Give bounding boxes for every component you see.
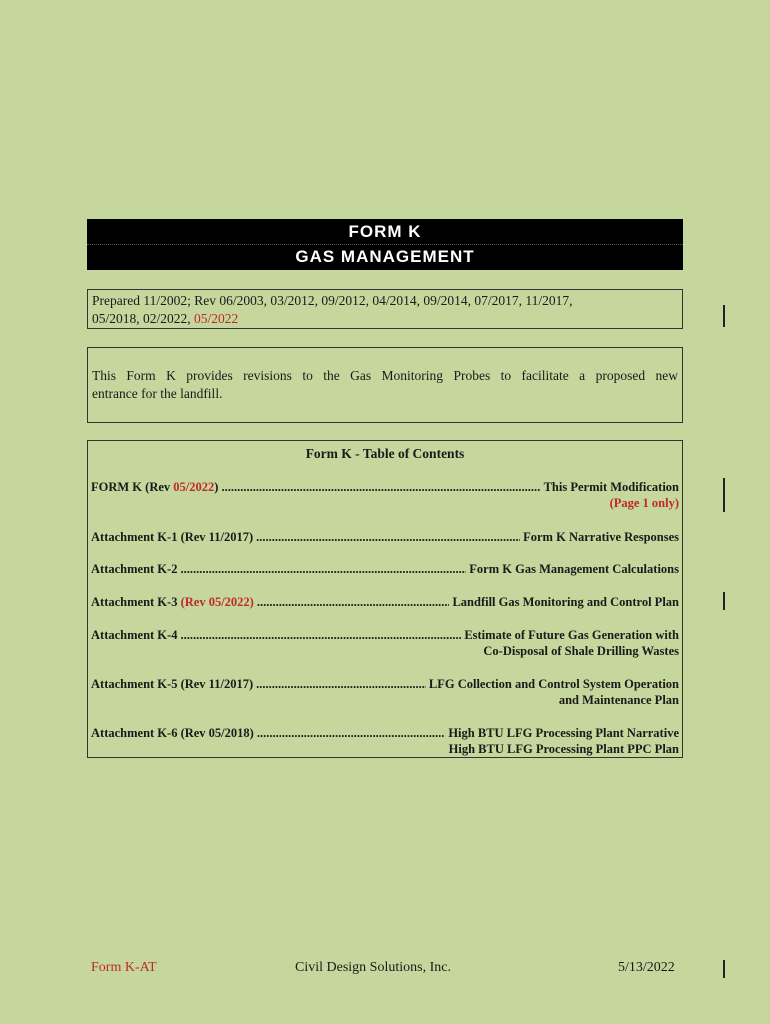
change-bar [723, 960, 725, 978]
toc-entry-continuation: Co-Disposal of Shale Drilling Wastes [483, 644, 679, 658]
toc-entry-label: Attachment K-2 [91, 562, 178, 576]
toc-entry-description: Form K Narrative Responses [523, 530, 679, 544]
toc-entry-continuation: High BTU LFG Processing Plant PPC Plan [448, 742, 679, 756]
dot-leader [256, 676, 426, 692]
toc-entry-description: High BTU LFG Processing Plant Narrative [448, 726, 679, 740]
toc-entry-label: Attachment K-3 (Rev 05/2022) [91, 595, 254, 609]
table-of-contents [87, 440, 683, 758]
toc-entry-description: Form K Gas Management Calculations [469, 562, 679, 576]
latest-revision-date: 05/2022 [194, 311, 239, 326]
description-line1: This Form K provides revisions to the Gas Monitoring Probes to facilitate a proposed new [92, 368, 678, 383]
toc-entry-description: This Permit Modification [543, 480, 679, 494]
dot-leader [257, 594, 450, 610]
footer-form-id: Form K-AT [91, 960, 157, 975]
dot-leader [256, 529, 520, 545]
dot-leader [180, 561, 466, 577]
toc-entry-label: Attachment K-6 (Rev 05/2018) [91, 726, 254, 740]
toc-entry-k1 [91, 529, 679, 545]
footer-date: 5/13/2022 [618, 960, 675, 975]
toc-entry-label: Attachment K-4 [91, 628, 178, 642]
footer-company: Civil Design Solutions, Inc. [295, 960, 451, 975]
change-bar [723, 478, 725, 512]
toc-entry-continuation: and Maintenance Plan [558, 693, 679, 707]
revision-history-line2 [92, 310, 678, 328]
dot-leader [257, 725, 446, 741]
form-title-banner [87, 219, 683, 270]
change-bar [723, 592, 725, 610]
toc-entry-label: FORM K (Rev 05/2022) [91, 480, 219, 494]
description-box [87, 347, 683, 423]
toc-entry-label: Attachment K-1 (Rev 11/2017) [91, 530, 254, 544]
title-divider [87, 244, 683, 245]
form-title: FORM K [348, 222, 422, 241]
toc-entry-k5 [91, 676, 679, 708]
toc-entry-k2 [91, 561, 679, 577]
dot-leader [221, 479, 540, 495]
toc-entry-description: Estimate of Future Gas Generation with [464, 628, 679, 642]
toc-entry-k6 [91, 725, 679, 757]
toc-entry-description: LFG Collection and Control System Operation [428, 677, 679, 691]
toc-entry-k3 [91, 594, 679, 610]
toc-entry-k4 [91, 627, 679, 659]
revision-history-line1: Prepared 11/2002; Rev 06/2003, 03/2012, 09/2012, 04/2014, 09/2014, 07/2017, 11/2017, [92, 293, 573, 308]
toc-entry-note: (Page 1 only) [609, 496, 679, 510]
revision-history-dates: 05/2018, 02/2022, [92, 311, 195, 326]
toc-entry-form-k [91, 479, 679, 511]
description-line2: entrance for the landfill. [92, 386, 223, 401]
revision-history-box [87, 289, 683, 329]
form-subtitle: GAS MANAGEMENT [295, 247, 475, 266]
toc-entry-description: Landfill Gas Monitoring and Control Plan [452, 595, 679, 609]
toc-heading: Form K - Table of Contents [305, 446, 465, 461]
dot-leader [180, 627, 461, 643]
change-bar [723, 305, 725, 327]
toc-entry-label: Attachment K-5 (Rev 11/2017) [91, 677, 254, 691]
